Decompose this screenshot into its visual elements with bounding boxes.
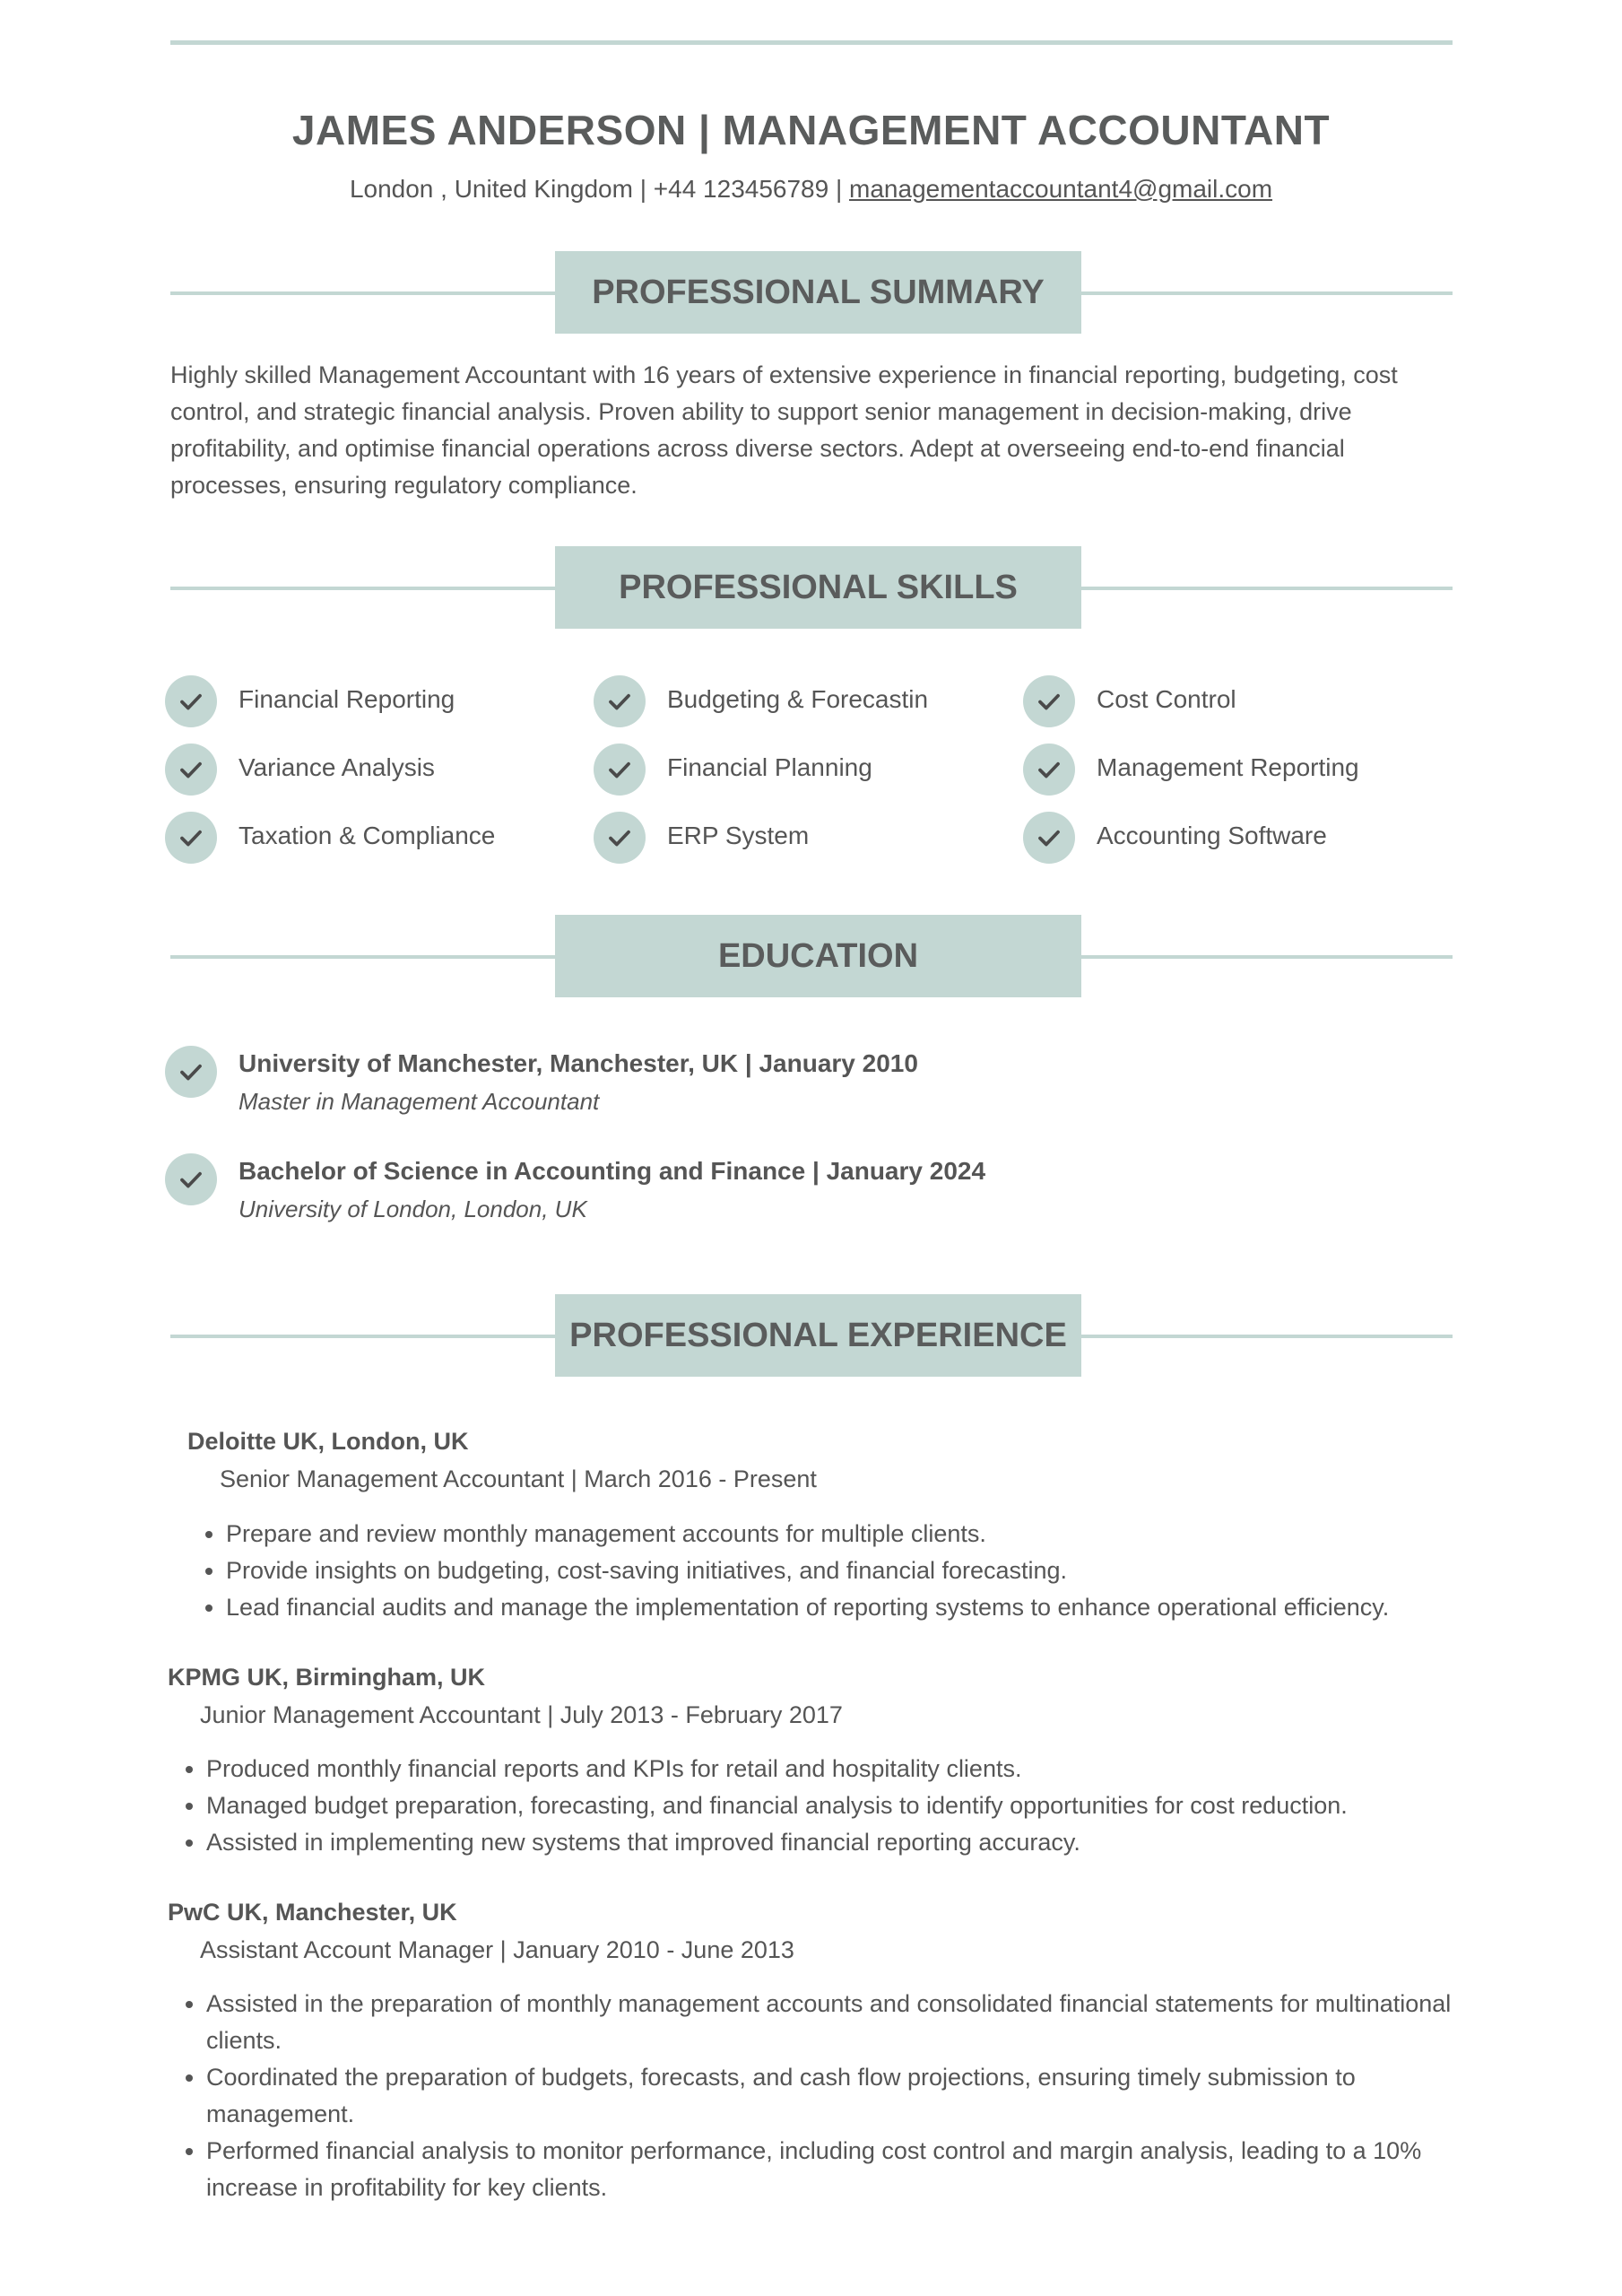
location-phone: London , United Kingdom | +44 123456789 | [349, 175, 850, 203]
candidate-name-title: JAMES ANDERSON | MANAGEMENT ACCOUNTANT [291, 107, 1331, 153]
check-icon [594, 744, 646, 796]
top-divider [170, 40, 1453, 45]
skill-item: Financial Reporting [239, 685, 455, 713]
checkmark-icon [178, 824, 204, 851]
check-icon [1023, 744, 1075, 796]
check-icon [165, 744, 217, 796]
job-bullets [190, 1516, 1481, 1626]
job-bullets [170, 1751, 1479, 1861]
job-bullets [170, 1986, 1497, 2206]
check-icon [165, 1046, 217, 1098]
checkmark-icon [178, 688, 204, 715]
skill-item: Budgeting & Forecastin [667, 685, 929, 713]
check-icon [165, 812, 217, 864]
skill-item: Accounting Software [1097, 822, 1327, 849]
skill-item: Management Reporting [1097, 753, 1359, 781]
checkmark-icon [178, 756, 204, 783]
section-heading-summary: PROFESSIONAL SUMMARY [555, 251, 1081, 334]
job-company: KPMG UK, Birmingham, UK [168, 1664, 486, 1691]
contact-line [0, 175, 1622, 204]
education-title: University of Manchester, Manchester, UK | January 2010 [239, 1049, 918, 1077]
job-company: PwC UK, Manchester, UK [168, 1899, 457, 1926]
education-subtitle: Master in Management Accountant [239, 1088, 600, 1115]
job-bullet: • Assisted in implementing new systems that improved financial reporting accuracy. [206, 1824, 1479, 1861]
checkmark-icon [178, 1166, 204, 1193]
job-bullet: • Performed financial analysis to monitor performance, including cost control and margin analysis, leading to a 10% increase in profitability for key clients. [206, 2133, 1497, 2206]
education-subtitle: University of London, London, UK [239, 1196, 587, 1222]
check-icon [1023, 812, 1075, 864]
check-icon [594, 675, 646, 727]
job-bullet: • Produced monthly financial reports and KPIs for retail and hospitality clients. [206, 1751, 1479, 1787]
job-bullet: • Assisted in the preparation of monthly management accounts and consolidated financial statements for multinational clients. [206, 1986, 1497, 2059]
job-role: Senior Management Accountant | March 2016 - Present [220, 1465, 817, 1492]
job-bullet: • Provide insights on budgeting, cost-saving initiatives, and financial forecasting. [226, 1552, 1481, 1589]
skill-item: Cost Control [1097, 685, 1236, 713]
skill-item: Variance Analysis [239, 753, 435, 781]
checkmark-icon [606, 756, 633, 783]
check-icon [165, 675, 217, 727]
skill-item: ERP System [667, 822, 810, 849]
job-bullet: • Prepare and review monthly management accounts for multiple clients. [226, 1516, 1481, 1552]
email-link[interactable]: managementaccountant4@gmail.com [849, 175, 1273, 203]
section-heading-experience: PROFESSIONAL EXPERIENCE [555, 1294, 1081, 1377]
check-icon [1023, 675, 1075, 727]
checkmark-icon [1036, 756, 1063, 783]
check-icon [594, 812, 646, 864]
check-icon [165, 1153, 217, 1205]
job-bullet: • Coordinated the preparation of budgets, forecasts, and cash flow projections, ensuring timely submission to management. [206, 2059, 1497, 2133]
job-role: Junior Management Accountant | July 2013 - February 2017 [200, 1701, 843, 1728]
checkmark-icon [1036, 824, 1063, 851]
checkmark-icon [606, 824, 633, 851]
skill-item: Taxation & Compliance [239, 822, 496, 849]
job-bullet: • Managed budget preparation, forecasting, and financial analysis to identify opportunities for cost reduction. [206, 1787, 1479, 1824]
section-heading-skills: PROFESSIONAL SKILLS [555, 546, 1081, 629]
checkmark-icon [1036, 688, 1063, 715]
job-bullet: • Lead financial audits and manage the implementation of reporting systems to enhance operational efficiency. [226, 1589, 1481, 1626]
summary-paragraph: Highly skilled Management Accountant with 16 years of extensive experience in financial reporting, budgeting, cost control, and strategic financial analysis. Proven ability to support senior management in decision-making, drive profitability, and optimise financial operations across diverse sectors. Adept at overseeing end-to-end financial processes, ensuring regulatory compliance. [170, 361, 1398, 499]
section-heading-education: EDUCATION [555, 915, 1081, 997]
skill-item: Financial Planning [667, 753, 872, 781]
checkmark-icon [606, 688, 633, 715]
checkmark-icon [178, 1058, 204, 1085]
job-role: Assistant Account Manager | January 2010 - June 2013 [200, 1936, 794, 1963]
education-title: Bachelor of Science in Accounting and Finance | January 2024 [239, 1157, 986, 1185]
job-company: Deloitte UK, London, UK [187, 1428, 469, 1455]
